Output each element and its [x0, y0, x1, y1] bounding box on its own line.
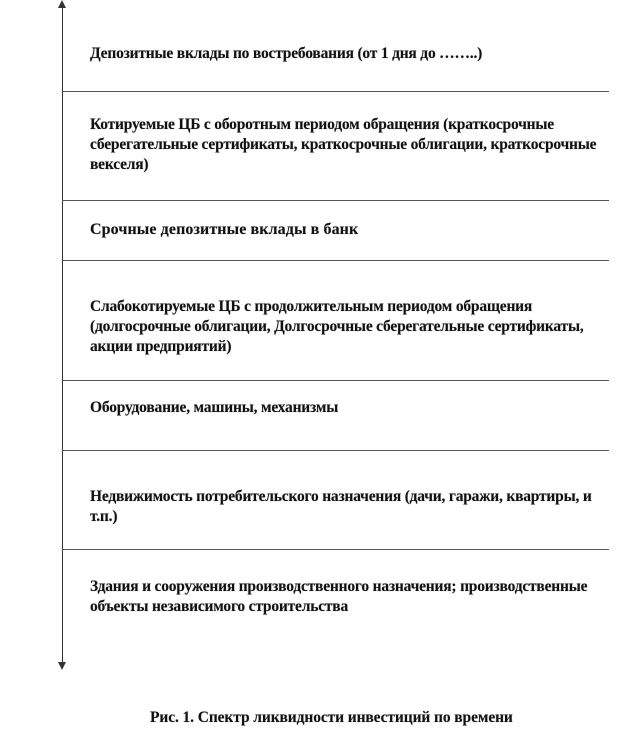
band-industrial-buildings: Здания и сооружения производственного назначения; производственные объекты независимого строительства	[90, 578, 588, 615]
band-weakly-quoted-securities: Слабокотируемые ЦБ с продолжительным периодом обращения (долгосрочные облигации, Долгосрочные сберегательные сертификаты, акции предприятий)	[90, 298, 584, 355]
band-demand-deposits: Депозитные вклады по востребования (от 1 дня до ……..)	[90, 45, 483, 62]
band-divider	[62, 380, 609, 381]
band-term-deposits: Срочные депозитные вклады в банк	[90, 221, 359, 238]
axis-arrow-down-icon	[58, 662, 66, 670]
band-divider	[62, 91, 609, 92]
band-equipment: Оборудование, машины, механизмы	[90, 399, 339, 416]
band-divider	[62, 549, 609, 550]
band-consumer-real-estate: Недвижимость потребительского назначения (дачи, гаражи, квартиры, и т.п.)	[90, 488, 592, 525]
band-quoted-securities: Котируемые ЦБ с оборотным периодом обращения (краткосрочные сберегательные сертификаты, краткосрочные облигации, краткосрочные векселя)	[90, 116, 597, 173]
figure-caption: Рис. 1. Спектр ликвидности инвестиций по времени	[150, 709, 513, 726]
band-divider	[62, 200, 609, 201]
time-axis-line	[62, 4, 63, 668]
band-divider	[62, 260, 609, 261]
band-divider	[62, 450, 609, 451]
